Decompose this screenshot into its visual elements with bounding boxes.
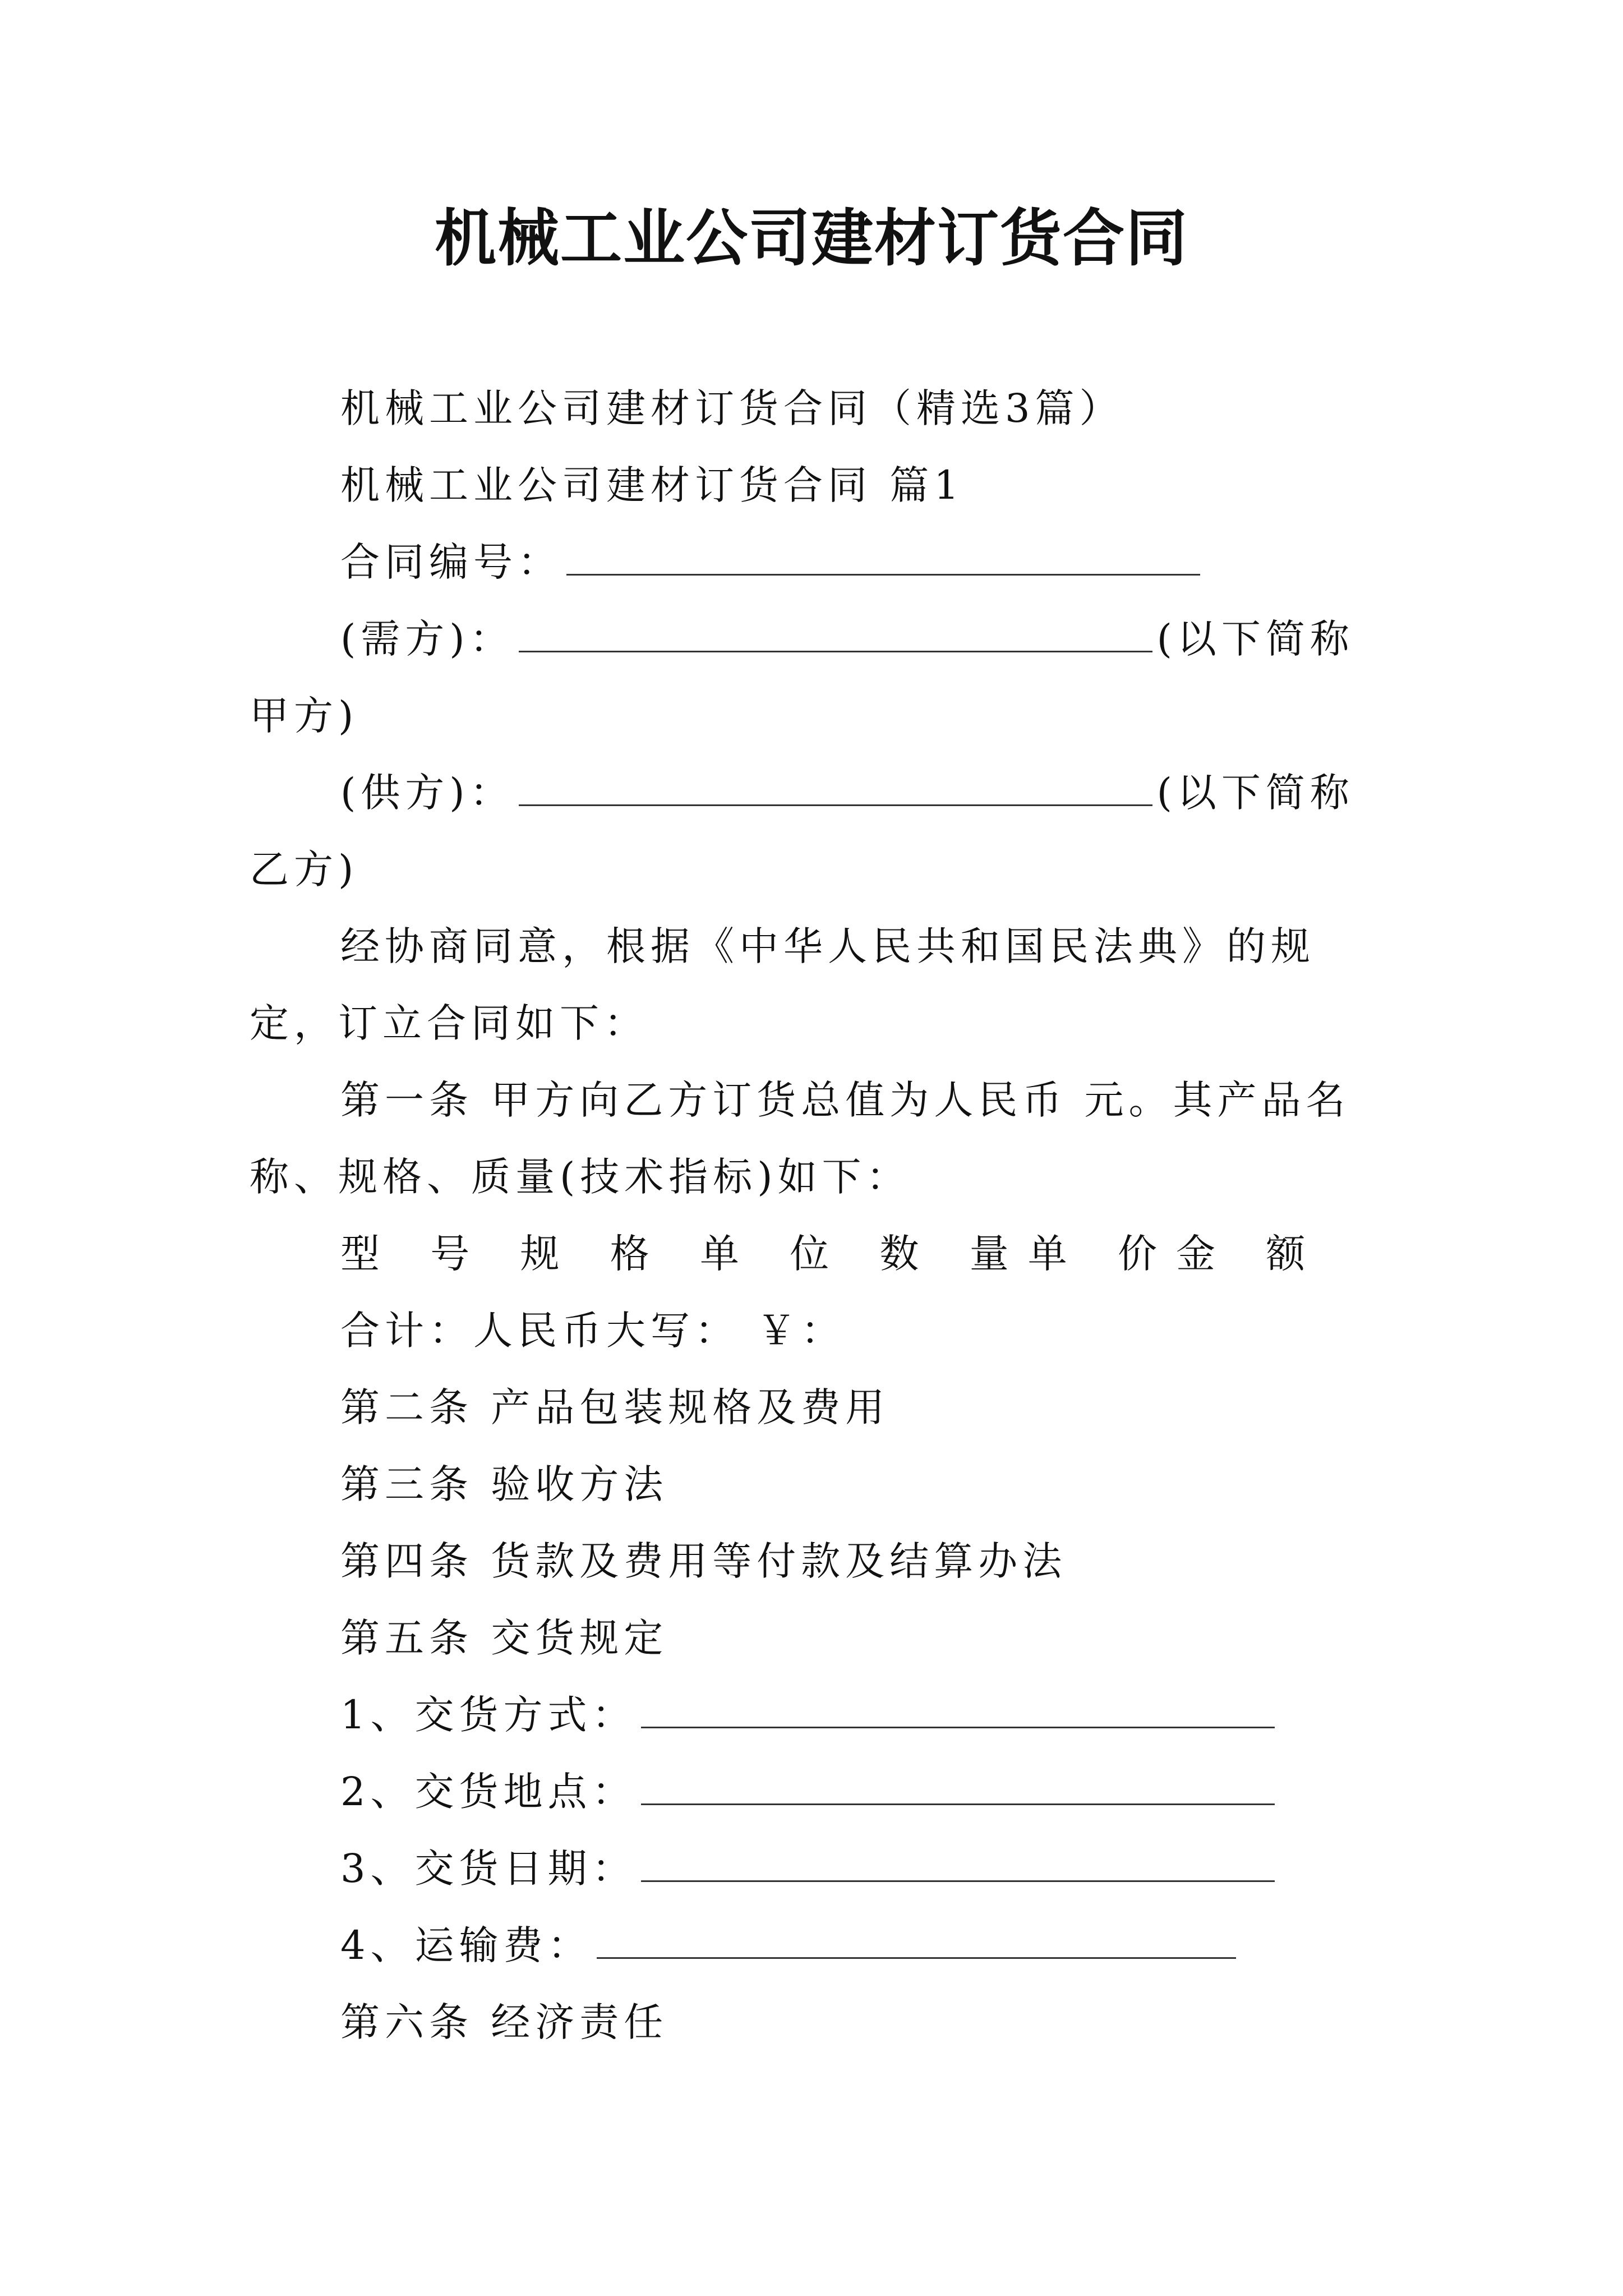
supplier-suffix: (以下简称乙方) [250, 770, 1354, 892]
delivery-method-label: 1、交货方式： [340, 1692, 637, 1738]
transport-fee-label: 4、运输费： [340, 1922, 592, 1968]
paragraph-product-table-header [250, 1216, 1394, 1292]
contract-number-label: 合同编号： [340, 539, 562, 585]
delivery-date-blank [641, 1847, 1275, 1882]
paragraph-transport-fee [250, 1907, 1394, 1984]
buyer-blank [519, 617, 1152, 652]
contract-number-blank [566, 540, 1200, 576]
paragraph-delivery-date [250, 1830, 1394, 1907]
paragraph-buyer [250, 601, 1394, 754]
paragraph-contract-number [250, 524, 1394, 601]
paragraph-article-1: 第一条 甲方向乙方订货总值为人民币 元。其产品名称、规格、质量(技术指标)如下： [250, 1077, 1350, 1200]
paragraph-total: 合计：人民币大写： ￥： [340, 1308, 846, 1354]
paragraph-subtitle: 机械工业公司建材订货合同（精选3篇） [340, 385, 1124, 431]
buyer-suffix: (以下简称甲方) [250, 616, 1354, 739]
paragraph-article-6: 第六条 经济责任 [340, 1999, 668, 2045]
paragraph-section-heading: 机械工业公司建材订货合同 篇1 [340, 462, 964, 508]
document-body [250, 370, 1394, 2061]
product-table-header-text: 型 号 规 格 单 位 数 量单 价金 额 [340, 1231, 1325, 1277]
delivery-method-blank [641, 1693, 1275, 1728]
delivery-location-blank [641, 1770, 1275, 1805]
document-title: 机械工业公司建材订货合同 [435, 202, 1188, 274]
paragraph-preamble: 经协商同意，根据《中华人民共和国民法典》的规定，订立合同如下： [250, 923, 1315, 1046]
paragraph-article-3: 第三条 验收方法 [340, 1461, 668, 1507]
supplier-label: (供方)： [340, 770, 514, 816]
paragraph-article-5: 第五条 交货规定 [340, 1615, 668, 1661]
delivery-date-label: 3、交货日期： [340, 1846, 637, 1892]
paragraph-supplier [250, 754, 1394, 908]
paragraph-article-4: 第四条 货款及费用等付款及结算办法 [340, 1538, 1067, 1584]
supplier-blank [519, 771, 1152, 806]
paragraph-article-2: 第二条 产品包装规格及费用 [340, 1384, 890, 1430]
buyer-label: (需方)： [340, 616, 514, 662]
paragraph-delivery-location [250, 1754, 1394, 1830]
paragraph-delivery-method [250, 1677, 1394, 1754]
transport-fee-blank [597, 1924, 1236, 1959]
delivery-location-label: 2、交货地点： [340, 1769, 637, 1815]
